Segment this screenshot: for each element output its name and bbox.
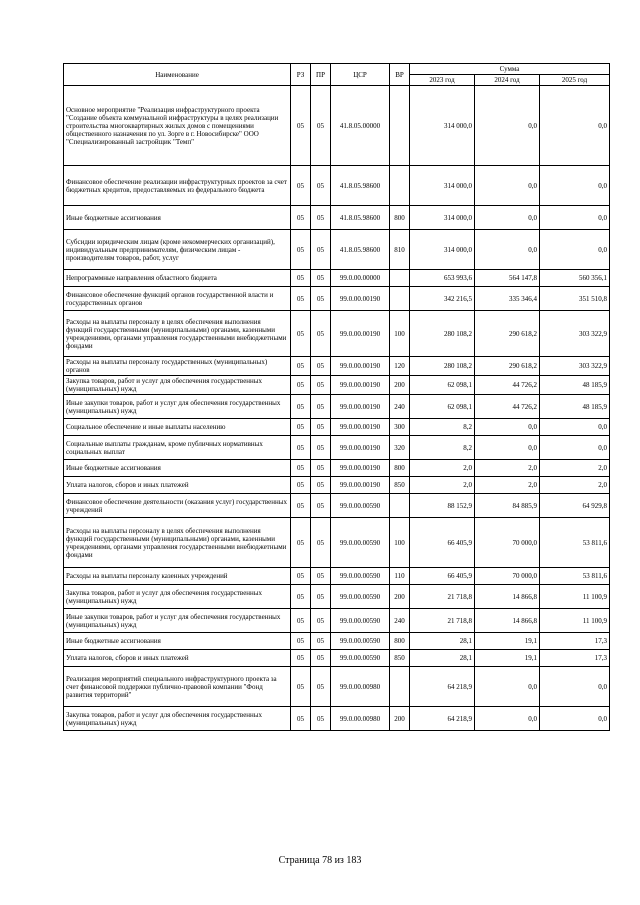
row-amount-2023: 8,2 <box>410 436 475 460</box>
row-amount-2024: 14 866,8 <box>475 585 540 609</box>
row-amount-2023: 64 218,9 <box>410 707 475 731</box>
row-csr: 99.0.00.00190 <box>331 460 390 477</box>
row-pr: 05 <box>311 206 331 230</box>
header-year-2025: 2025 год <box>540 75 610 86</box>
row-amount-2025: 560 356,1 <box>540 270 610 287</box>
row-pr: 05 <box>311 667 331 707</box>
row-name: Иные бюджетные ассигнования <box>64 206 291 230</box>
row-vr <box>390 287 410 311</box>
row-amount-2023: 2,0 <box>410 460 475 477</box>
row-amount-2023: 8,2 <box>410 419 475 436</box>
table-row <box>64 419 610 436</box>
row-csr: 99.0.00.00190 <box>331 357 390 376</box>
row-amount-2024: 14 866,8 <box>475 609 540 633</box>
row-rz: 05 <box>291 206 311 230</box>
row-amount-2025: 0,0 <box>540 166 610 206</box>
row-name: Финансовое обеспечение реализации инфраструктурных проектов за счет бюджетных кредитов, предоставляемых из федерального бюджета <box>64 166 291 206</box>
row-name: Расходы на выплаты персоналу казенных учреждений <box>64 568 291 585</box>
row-csr: 99.0.00.00590 <box>331 568 390 585</box>
row-pr: 05 <box>311 518 331 568</box>
row-pr: 05 <box>311 86 331 166</box>
row-amount-2025: 0,0 <box>540 419 610 436</box>
row-name: Иные закупки товаров, работ и услуг для обеспечения государственных (муниципальных) нужд <box>64 395 291 419</box>
row-amount-2023: 66 405,9 <box>410 518 475 568</box>
row-pr: 05 <box>311 419 331 436</box>
row-vr: 100 <box>390 518 410 568</box>
row-vr <box>390 667 410 707</box>
row-csr: 99.0.00.00590 <box>331 609 390 633</box>
table-row <box>64 86 610 166</box>
row-name: Непрограммные направления областного бюджета <box>64 270 291 287</box>
row-amount-2023: 342 216,5 <box>410 287 475 311</box>
row-name: Закупка товаров, работ и услуг для обеспечения государственных (муниципальных) нужд <box>64 376 291 395</box>
row-pr: 05 <box>311 707 331 731</box>
row-amount-2025: 0,0 <box>540 707 610 731</box>
header-rz: РЗ <box>291 64 311 86</box>
row-csr: 41.8.05.98600 <box>331 166 390 206</box>
row-amount-2025: 0,0 <box>540 436 610 460</box>
row-amount-2025: 0,0 <box>540 206 610 230</box>
row-rz: 05 <box>291 287 311 311</box>
row-amount-2024: 0,0 <box>475 166 540 206</box>
header-year-2024: 2024 год <box>475 75 540 86</box>
row-vr: 850 <box>390 650 410 667</box>
table-row <box>64 395 610 419</box>
row-vr: 240 <box>390 395 410 419</box>
row-amount-2024: 335 346,4 <box>475 287 540 311</box>
row-rz: 05 <box>291 376 311 395</box>
row-csr: 99.0.00.00190 <box>331 477 390 494</box>
row-name: Расходы на выплаты персоналу государственных (муниципальных) органов <box>64 357 291 376</box>
row-amount-2024: 19,1 <box>475 633 540 650</box>
row-amount-2023: 21 718,8 <box>410 585 475 609</box>
row-amount-2023: 653 993,6 <box>410 270 475 287</box>
row-pr: 05 <box>311 376 331 395</box>
row-amount-2024: 44 726,2 <box>475 376 540 395</box>
table-row <box>64 609 610 633</box>
row-pr: 05 <box>311 585 331 609</box>
row-rz: 05 <box>291 609 311 633</box>
table-row <box>64 436 610 460</box>
row-vr: 110 <box>390 568 410 585</box>
row-amount-2024: 44 726,2 <box>475 395 540 419</box>
row-rz: 05 <box>291 494 311 518</box>
row-vr: 100 <box>390 311 410 357</box>
row-rz: 05 <box>291 230 311 270</box>
row-vr: 800 <box>390 206 410 230</box>
row-pr: 05 <box>311 311 331 357</box>
row-pr: 05 <box>311 357 331 376</box>
row-amount-2024: 70 000,0 <box>475 568 540 585</box>
row-csr: 99.0.00.00590 <box>331 633 390 650</box>
row-amount-2024: 0,0 <box>475 436 540 460</box>
row-amount-2025: 17,3 <box>540 650 610 667</box>
row-name: Закупка товаров, работ и услуг для обеспечения государственных (муниципальных) нужд <box>64 707 291 731</box>
header-csr: ЦСР <box>331 64 390 86</box>
row-name: Иные бюджетные ассигнования <box>64 633 291 650</box>
row-name: Основное мероприятие "Реализация инфраструктурного проекта "Создание объекта коммунальной инфраструктуры в целях реализации строительства многоквартирных жилых домов с помещениями общественного назначения по ул. Зорге в г. Новосибирске" ООО "Специализированный застройщик "Темп" <box>64 86 291 166</box>
row-amount-2023: 314 000,0 <box>410 166 475 206</box>
row-amount-2025: 303 322,9 <box>540 357 610 376</box>
table-row <box>64 206 610 230</box>
row-amount-2025: 0,0 <box>540 230 610 270</box>
table-row <box>64 357 610 376</box>
row-amount-2025: 2,0 <box>540 477 610 494</box>
row-name: Финансовое обеспечение деятельности (оказания услуг) государственных учреждений <box>64 494 291 518</box>
row-rz: 05 <box>291 568 311 585</box>
row-csr: 99.0.00.00590 <box>331 650 390 667</box>
row-csr: 99.0.00.00590 <box>331 494 390 518</box>
row-name: Социальные выплаты гражданам, кроме публичных нормативных социальных выплат <box>64 436 291 460</box>
row-vr: 300 <box>390 419 410 436</box>
row-name: Субсидии юридическим лицам (кроме некоммерческих организаций), индивидуальным предпринимателям, физическим лицам - производителям товаров, работ, услуг <box>64 230 291 270</box>
row-pr: 05 <box>311 166 331 206</box>
row-amount-2025: 64 929,8 <box>540 494 610 518</box>
table-row <box>64 311 610 357</box>
row-amount-2025: 11 100,9 <box>540 609 610 633</box>
table-row <box>64 494 610 518</box>
table-row <box>64 230 610 270</box>
row-amount-2024: 0,0 <box>475 230 540 270</box>
row-vr <box>390 494 410 518</box>
row-name: Социальное обеспечение и иные выплаты населению <box>64 419 291 436</box>
row-vr: 240 <box>390 609 410 633</box>
row-rz: 05 <box>291 667 311 707</box>
row-amount-2024: 0,0 <box>475 707 540 731</box>
row-pr: 05 <box>311 460 331 477</box>
table-row <box>64 707 610 731</box>
table-row <box>64 270 610 287</box>
row-amount-2024: 19,1 <box>475 650 540 667</box>
row-csr: 99.0.00.00190 <box>331 419 390 436</box>
row-amount-2024: 84 885,9 <box>475 494 540 518</box>
row-amount-2024: 2,0 <box>475 460 540 477</box>
row-rz: 05 <box>291 419 311 436</box>
row-pr: 05 <box>311 287 331 311</box>
row-pr: 05 <box>311 494 331 518</box>
row-name: Иные бюджетные ассигнования <box>64 460 291 477</box>
table-row <box>64 477 610 494</box>
table-row <box>64 650 610 667</box>
row-csr: 99.0.00.00980 <box>331 667 390 707</box>
row-vr: 850 <box>390 477 410 494</box>
row-amount-2024: 290 618,2 <box>475 357 540 376</box>
row-rz: 05 <box>291 477 311 494</box>
row-rz: 05 <box>291 650 311 667</box>
row-pr: 05 <box>311 568 331 585</box>
row-name: Уплата налогов, сборов и иных платежей <box>64 650 291 667</box>
table-row <box>64 585 610 609</box>
row-amount-2024: 70 000,0 <box>475 518 540 568</box>
row-rz: 05 <box>291 436 311 460</box>
row-vr: 120 <box>390 357 410 376</box>
row-amount-2024: 2,0 <box>475 477 540 494</box>
row-amount-2023: 314 000,0 <box>410 86 475 166</box>
row-amount-2023: 66 405,9 <box>410 568 475 585</box>
row-rz: 05 <box>291 311 311 357</box>
row-pr: 05 <box>311 395 331 419</box>
row-csr: 99.0.00.00190 <box>331 376 390 395</box>
table-row <box>64 166 610 206</box>
row-rz: 05 <box>291 395 311 419</box>
row-rz: 05 <box>291 707 311 731</box>
budget-table <box>63 63 610 731</box>
row-pr: 05 <box>311 633 331 650</box>
row-csr: 99.0.00.00190 <box>331 311 390 357</box>
row-name: Расходы на выплаты персоналу в целях обеспечения выполнения функций государственными (муниципальными) органами, казенными учреждениями, органами управления государственными внебюджетными фондами <box>64 311 291 357</box>
row-pr: 05 <box>311 230 331 270</box>
row-amount-2025: 0,0 <box>540 86 610 166</box>
row-vr: 200 <box>390 376 410 395</box>
table-row <box>64 568 610 585</box>
row-amount-2025: 53 811,6 <box>540 568 610 585</box>
row-rz: 05 <box>291 460 311 477</box>
row-rz: 05 <box>291 166 311 206</box>
row-amount-2023: 280 108,2 <box>410 357 475 376</box>
row-rz: 05 <box>291 585 311 609</box>
row-vr <box>390 270 410 287</box>
row-csr: 99.0.00.00980 <box>331 707 390 731</box>
table-row <box>64 633 610 650</box>
row-amount-2023: 28,1 <box>410 633 475 650</box>
row-amount-2025: 351 510,8 <box>540 287 610 311</box>
table-body <box>64 86 610 731</box>
row-pr: 05 <box>311 609 331 633</box>
row-csr: 99.0.00.00190 <box>331 436 390 460</box>
row-csr: 99.0.00.00190 <box>331 287 390 311</box>
header-vr: ВР <box>390 64 410 86</box>
row-csr: 99.0.00.00590 <box>331 518 390 568</box>
row-amount-2023: 314 000,0 <box>410 206 475 230</box>
row-rz: 05 <box>291 518 311 568</box>
row-vr <box>390 166 410 206</box>
row-amount-2023: 88 152,9 <box>410 494 475 518</box>
row-csr: 99.0.00.00190 <box>331 395 390 419</box>
row-amount-2023: 21 718,8 <box>410 609 475 633</box>
header-year-2023: 2023 год <box>410 75 475 86</box>
row-vr: 810 <box>390 230 410 270</box>
row-amount-2023: 62 098,1 <box>410 395 475 419</box>
row-rz: 05 <box>291 270 311 287</box>
table-row <box>64 518 610 568</box>
table-row <box>64 460 610 477</box>
row-amount-2025: 48 185,9 <box>540 376 610 395</box>
row-amount-2024: 0,0 <box>475 206 540 230</box>
header-name: Наименование <box>64 64 291 86</box>
row-csr: 41.8.05.98600 <box>331 230 390 270</box>
row-pr: 05 <box>311 436 331 460</box>
row-amount-2025: 2,0 <box>540 460 610 477</box>
row-amount-2023: 314 000,0 <box>410 230 475 270</box>
row-csr: 99.0.00.00000 <box>331 270 390 287</box>
row-csr: 41.8.05.98600 <box>331 206 390 230</box>
row-amount-2025: 48 185,9 <box>540 395 610 419</box>
table-row <box>64 287 610 311</box>
row-pr: 05 <box>311 650 331 667</box>
table-row <box>64 667 610 707</box>
row-amount-2025: 0,0 <box>540 667 610 707</box>
header-pr: ПР <box>311 64 331 86</box>
row-name: Закупка товаров, работ и услуг для обеспечения государственных (муниципальных) нужд <box>64 585 291 609</box>
row-amount-2023: 280 108,2 <box>410 311 475 357</box>
row-name: Иные закупки товаров, работ и услуг для обеспечения государственных (муниципальных) нужд <box>64 609 291 633</box>
row-amount-2024: 0,0 <box>475 419 540 436</box>
header-sum: Сумма <box>410 64 610 75</box>
table-row <box>64 376 610 395</box>
row-amount-2024: 0,0 <box>475 86 540 166</box>
row-amount-2025: 11 100,9 <box>540 585 610 609</box>
row-amount-2023: 62 098,1 <box>410 376 475 395</box>
row-pr: 05 <box>311 477 331 494</box>
row-amount-2024: 0,0 <box>475 667 540 707</box>
row-name: Уплата налогов, сборов и иных платежей <box>64 477 291 494</box>
row-pr: 05 <box>311 270 331 287</box>
row-csr: 41.8.05.00000 <box>331 86 390 166</box>
row-amount-2024: 290 618,2 <box>475 311 540 357</box>
row-vr <box>390 86 410 166</box>
row-vr: 200 <box>390 707 410 731</box>
row-csr: 99.0.00.00590 <box>331 585 390 609</box>
row-amount-2023: 28,1 <box>410 650 475 667</box>
row-rz: 05 <box>291 86 311 166</box>
row-amount-2025: 17,3 <box>540 633 610 650</box>
row-rz: 05 <box>291 633 311 650</box>
row-amount-2025: 53 811,6 <box>540 518 610 568</box>
row-amount-2024: 564 147,8 <box>475 270 540 287</box>
row-vr: 800 <box>390 633 410 650</box>
row-name: Финансовое обеспечение функций органов государственной власти и государственных органов <box>64 287 291 311</box>
row-vr: 800 <box>390 460 410 477</box>
row-amount-2023: 2,0 <box>410 477 475 494</box>
row-amount-2025: 303 322,9 <box>540 311 610 357</box>
row-vr: 320 <box>390 436 410 460</box>
row-vr: 200 <box>390 585 410 609</box>
row-rz: 05 <box>291 357 311 376</box>
page-number: Страница 78 из 183 <box>278 855 362 866</box>
row-name: Реализация мероприятий специального инфраструктурного проекта за счет финансовой поддержки публично-правовой компании "Фонд развития территорий" <box>64 667 291 707</box>
row-amount-2023: 64 218,9 <box>410 667 475 707</box>
row-name: Расходы на выплаты персоналу в целях обеспечения выполнения функций государственными (муниципальными) органами, казенными учреждениями, органами управления государственными внебюджетными фондами <box>64 518 291 568</box>
